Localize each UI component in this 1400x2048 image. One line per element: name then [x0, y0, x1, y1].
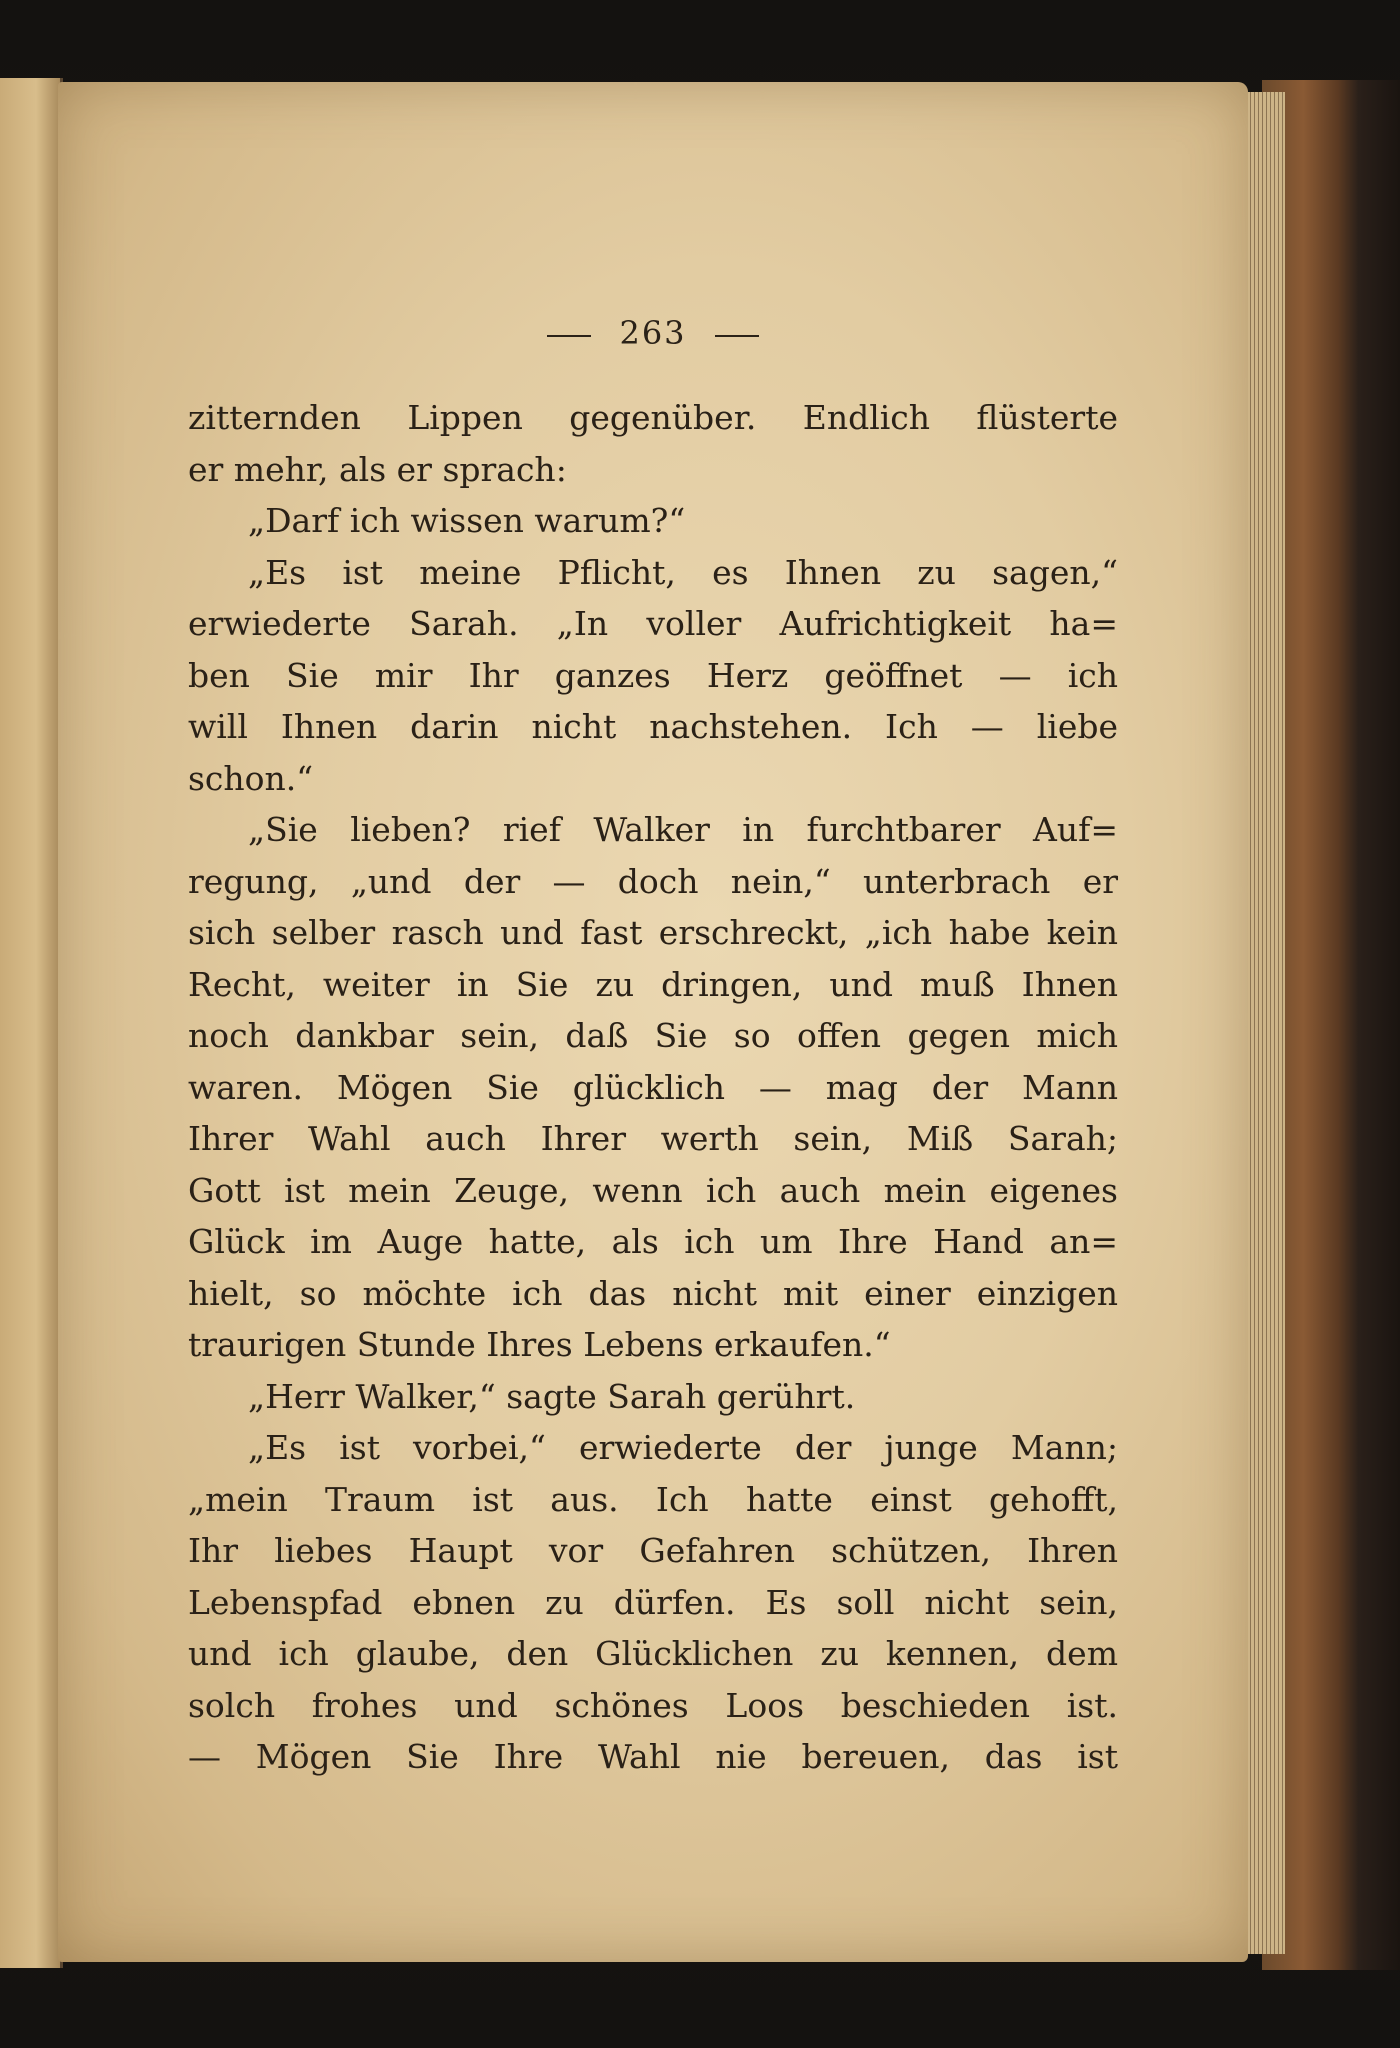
text-line: Ihr liebes Haupt vor Gefahren schützen, Ihren	[188, 1531, 1118, 1570]
text-line: — Mögen Sie Ihre Wahl nie bereuen, das ist	[188, 1737, 1118, 1776]
header-ornament-right	[715, 335, 759, 337]
text-line: regung, „und der — doch nein,“ unterbrach er	[188, 861, 1118, 901]
text-line: und ich glaube, den Glücklichen zu kennen, dem	[188, 1634, 1118, 1673]
page-number: 263	[619, 314, 687, 352]
text-line: sich selber rasch und fast erschreckt, „ich habe kein	[188, 913, 1118, 952]
text-line: will Ihnen darin nicht nachstehen. Ich — liebe	[188, 707, 1118, 746]
text-line: ben Sie mir Ihr ganzes Herz geöffnet — ich	[188, 655, 1118, 695]
text-line: schon.“	[188, 758, 314, 798]
text-line: Ihrer Wahl auch Ihrer werth sein, Miß Sarah;	[188, 1119, 1118, 1158]
text-line: zitternden Lippen gegenüber. Endlich flüsterte	[188, 398, 1118, 437]
text-line: noch dankbar sein, daß Sie so offen gegen mich	[188, 1016, 1118, 1055]
text-line: solch frohes und schönes Loos beschieden ist.	[188, 1685, 1118, 1725]
text-line: „Es ist meine Pflicht, es Ihnen zu sagen,“	[248, 552, 1118, 592]
text-line: er mehr, als er sprach:	[188, 449, 567, 489]
body-text	[188, 392, 1118, 1783]
text-line: „Sie lieben? rief Walker in furchtbarer Auf=	[248, 810, 1118, 849]
text-line: traurigen Stunde Ihres Lebens erkaufen.“	[188, 1325, 891, 1364]
text-line: „Darf ich wissen warum?“	[248, 501, 686, 540]
text-line: „mein Traum ist aus. Ich hatte einst gehofft,	[188, 1479, 1118, 1519]
book-page	[58, 82, 1248, 1962]
facing-page-edge	[0, 78, 63, 1968]
page-header	[58, 314, 1248, 352]
text-line: waren. Mögen Sie glücklich — mag der Mann	[188, 1067, 1118, 1107]
text-line: Lebenspfad ebnen zu dürfen. Es soll nicht sein,	[188, 1582, 1118, 1622]
text-line: Glück im Auge hatte, als ich um Ihre Hand an=	[188, 1222, 1118, 1261]
text-line: erwiederte Sarah. „In voller Aufrichtigkeit ha=	[188, 604, 1118, 643]
text-line: Recht, weiter in Sie zu dringen, und muß Ihnen	[188, 964, 1118, 1004]
text-line: „Herr Walker,“ sagte Sarah gerührt.	[248, 1376, 856, 1416]
text-line: Gott ist mein Zeuge, wenn ich auch mein eigenes	[188, 1170, 1118, 1210]
header-ornament-left	[547, 335, 591, 337]
text-line: „Es ist vorbei,“ erwiederte der junge Mann;	[248, 1428, 1118, 1467]
text-line: hielt, so möchte ich das nicht mit einer einzigen	[188, 1273, 1118, 1313]
